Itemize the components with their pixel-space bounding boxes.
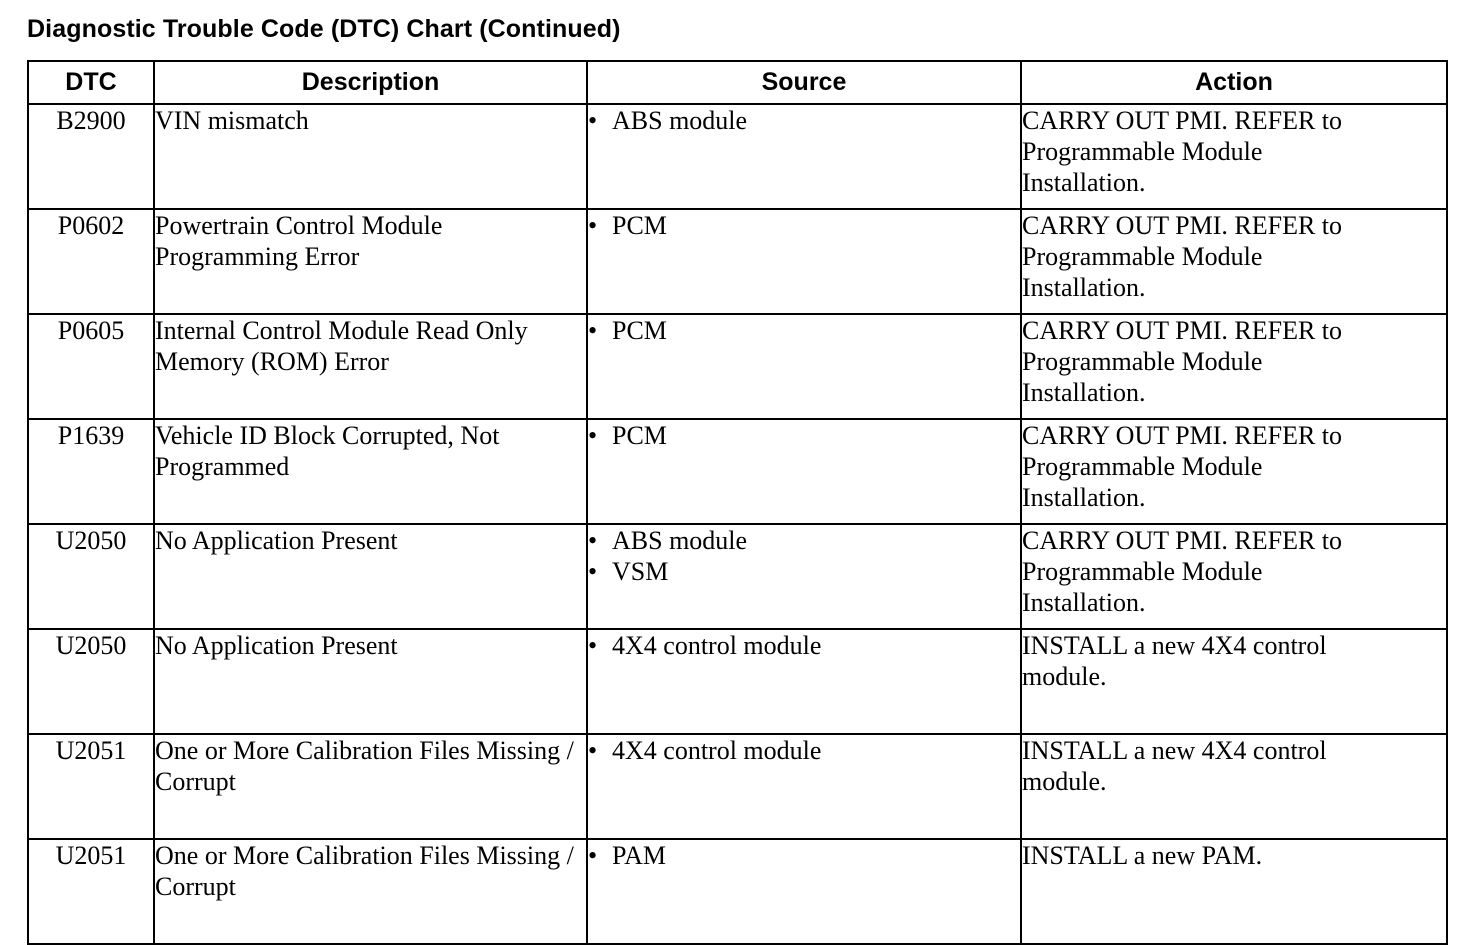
- source-list: [588, 630, 1020, 661]
- action-cell: [1021, 104, 1447, 209]
- source-cell: [587, 734, 1021, 839]
- description-cell: Vehicle ID Block Corrupted, Not Programmed: [154, 419, 587, 524]
- source-list-item: • PAM: [588, 840, 1020, 871]
- table-row: [28, 734, 1447, 839]
- source-list-item: • PCM: [588, 420, 1020, 451]
- source-list: [588, 525, 1020, 587]
- source-list-item: • 4X4 control module: [588, 735, 1020, 766]
- table-header: [28, 61, 1447, 104]
- table-body: [28, 104, 1447, 944]
- dtc-code-cell: U2051: [28, 839, 154, 944]
- table-row: [28, 419, 1447, 524]
- description-cell: Internal Control Module Read Only Memory (ROM) Error: [154, 314, 587, 419]
- table-row: [28, 629, 1447, 734]
- source-list: [588, 840, 1020, 871]
- dtc-code-cell: U2050: [28, 629, 154, 734]
- dtc-code-cell: U2051: [28, 734, 154, 839]
- dtc-code-cell: B2900: [28, 104, 154, 209]
- dtc-code-cell: P0605: [28, 314, 154, 419]
- table-row: [28, 839, 1447, 944]
- dtc-code-cell: P0602: [28, 209, 154, 314]
- source-cell: [587, 839, 1021, 944]
- source-cell: [587, 524, 1021, 629]
- source-list: [588, 210, 1020, 241]
- source-list-item: • ABS module: [588, 525, 1020, 556]
- source-list-item: • VSM: [588, 556, 1020, 587]
- page-title: Diagnostic Trouble Code (DTC) Chart (Continued): [27, 15, 621, 43]
- action-text: CARRY OUT PMI. REFER to Programmable Module Installation.: [1022, 316, 1343, 407]
- action-text: INSTALL a new 4X4 control module.: [1022, 736, 1327, 796]
- table-row: [28, 524, 1447, 629]
- action-text: CARRY OUT PMI. REFER to Programmable Module Installation.: [1022, 211, 1343, 302]
- column-header-dtc: DTC: [28, 61, 154, 104]
- table-row: [28, 104, 1447, 209]
- description-cell: VIN mismatch: [154, 104, 587, 209]
- table-row: [28, 209, 1447, 314]
- source-list: [588, 315, 1020, 346]
- action-cell: [1021, 314, 1447, 419]
- dtc-table: [27, 60, 1448, 945]
- dtc-code-cell: U2050: [28, 524, 154, 629]
- source-list-item: • 4X4 control module: [588, 630, 1020, 661]
- action-text: INSTALL a new PAM.: [1022, 841, 1263, 870]
- source-list: [588, 735, 1020, 766]
- source-list: [588, 105, 1020, 136]
- source-list-item: • PCM: [588, 210, 1020, 241]
- source-cell: [587, 419, 1021, 524]
- action-text: INSTALL a new 4X4 control module.: [1022, 631, 1327, 691]
- action-text: CARRY OUT PMI. REFER to Programmable Module Installation.: [1022, 421, 1343, 512]
- action-cell: [1021, 629, 1447, 734]
- source-list-item: • ABS module: [588, 105, 1020, 136]
- source-list: [588, 420, 1020, 451]
- source-cell: [587, 104, 1021, 209]
- action-text: CARRY OUT PMI. REFER to Programmable Module Installation.: [1022, 106, 1343, 197]
- description-cell: No Application Present: [154, 524, 587, 629]
- column-header-description: Description: [154, 61, 587, 104]
- description-cell: Powertrain Control Module Programming Error: [154, 209, 587, 314]
- source-list-item: • PCM: [588, 315, 1020, 346]
- description-cell: One or More Calibration Files Missing / Corrupt: [154, 839, 587, 944]
- description-cell: One or More Calibration Files Missing / Corrupt: [154, 734, 587, 839]
- column-header-action: Action: [1021, 61, 1447, 104]
- source-cell: [587, 209, 1021, 314]
- dtc-code-cell: P1639: [28, 419, 154, 524]
- source-cell: [587, 314, 1021, 419]
- table-row: [28, 314, 1447, 419]
- description-cell: No Application Present: [154, 629, 587, 734]
- action-cell: [1021, 839, 1447, 944]
- column-header-source: Source: [587, 61, 1021, 104]
- header-row: [28, 61, 1447, 104]
- source-cell: [587, 629, 1021, 734]
- action-cell: [1021, 209, 1447, 314]
- action-cell: [1021, 734, 1447, 839]
- action-cell: [1021, 524, 1447, 629]
- action-cell: [1021, 419, 1447, 524]
- action-text: CARRY OUT PMI. REFER to Programmable Module Installation.: [1022, 526, 1343, 617]
